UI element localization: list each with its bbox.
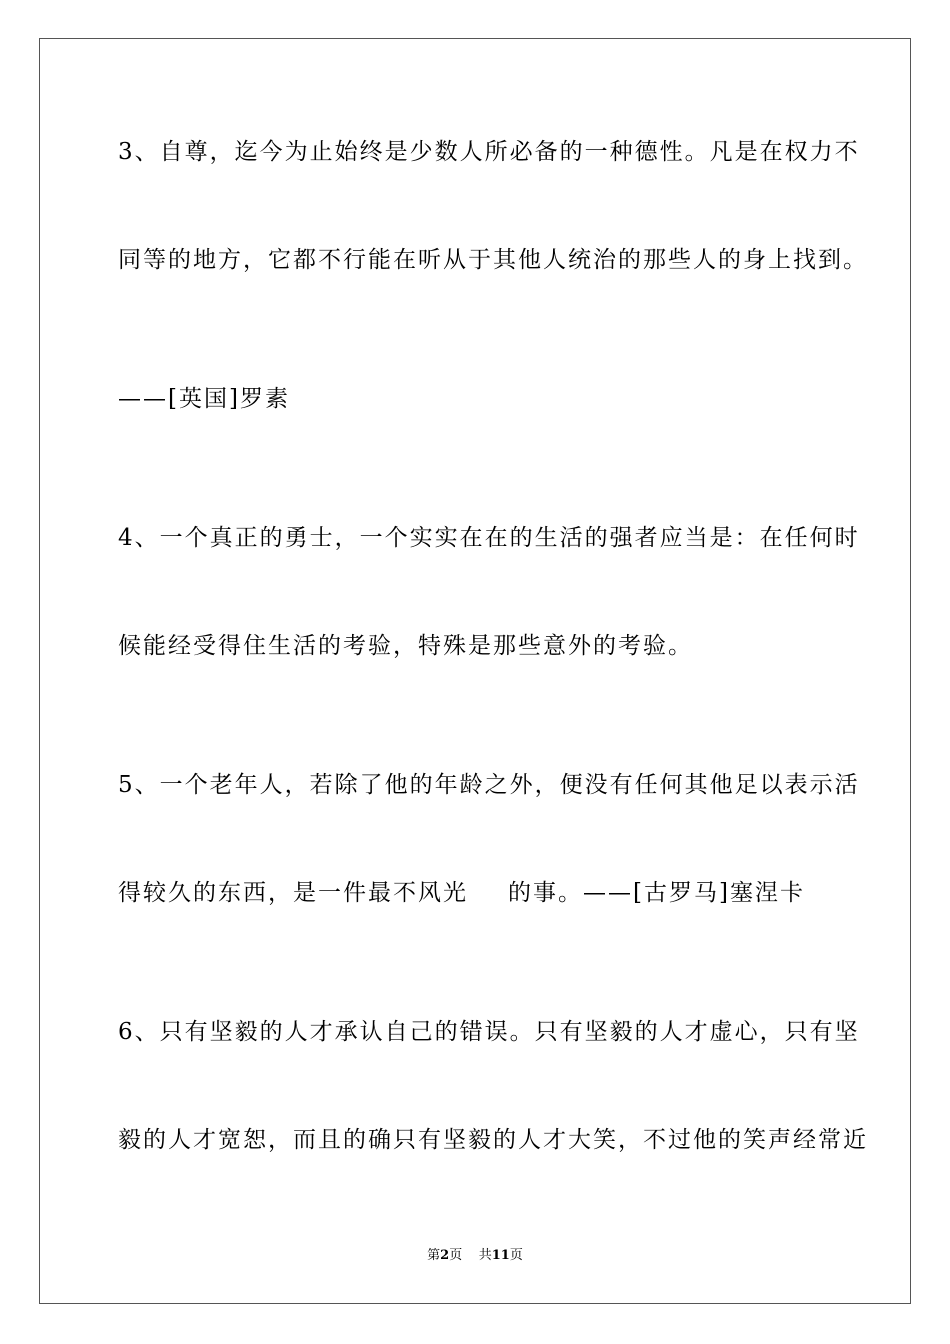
- text-line-8: 6、只有坚毅的人才承认自己的错误。只有坚毅的人才虚心，只有坚: [118, 1019, 860, 1045]
- page-border: [39, 38, 911, 1304]
- text-line-7-part-2: 的事。——[古罗马]塞涅卡: [508, 880, 805, 906]
- page-total: 11: [491, 1248, 510, 1263]
- text-line-5: 候能经受得住生活的考验，特殊是那些意外的考验。: [118, 633, 693, 659]
- text-line-7: [118, 878, 838, 908]
- page-suffix: 页: [449, 1248, 463, 1263]
- total-suffix: 页: [509, 1248, 523, 1263]
- attribution-russell: ——[英国]罗素: [118, 386, 290, 412]
- text-line-6: 5、一个老年人，若除了他的年龄之外，便没有任何其他足以表示活: [118, 772, 860, 798]
- text-line-1: 3、自尊，迄今为止始终是少数人所必备的一种德性。凡是在权力不: [118, 139, 860, 165]
- text-line-9: 毅的人才宽恕，而且的确只有坚毅的人才大笑，不过他的笑声经常近: [118, 1127, 868, 1153]
- page-prefix: 第: [427, 1248, 441, 1263]
- page-current: 2: [440, 1248, 450, 1263]
- text-line-4: 4、一个真正的勇士，一个实实在在的生活的强者应当是：在任何时: [118, 525, 860, 551]
- total-prefix: 共: [478, 1248, 492, 1263]
- text-line-2: 同等的地方，它都不行能在听从于其他人统治的那些人的身上找到。: [118, 247, 868, 273]
- page-footer: [0, 1247, 950, 1265]
- text-line-7-part-1: 得较久的东西，是一件最不风光: [118, 880, 468, 906]
